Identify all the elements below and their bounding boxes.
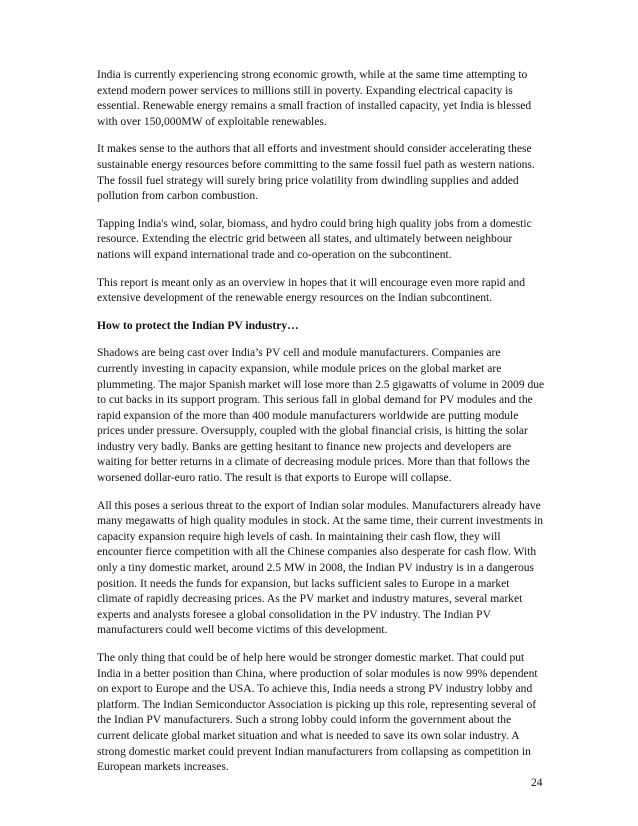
paragraph-export-threat xyxy=(97,499,557,639)
text-line: All this poses a serious threat to the export of Indian solar modules. Manufacturers already have xyxy=(97,499,541,512)
text-line: The only thing that could be of help here would be stronger domestic market. That could put xyxy=(97,652,525,664)
text-line: waiting for better returns in a climate of decreasing module prices. More than that follows the xyxy=(97,456,530,469)
text-line: extend modern power services to millions still in poverty. Expanding electrical capacity is xyxy=(97,84,513,97)
text-line: prices under pressure. Oversupply, coupled with the global financial crisis, is hitting the solar xyxy=(97,425,528,438)
text-line: on export to Europe and the USA. To achieve this, India needs a strong PV industry lobby and xyxy=(97,683,533,696)
paragraph-renewable-resources xyxy=(97,217,557,264)
text-line: essential. Renewable energy remains a small fraction of installed capacity, yet India is blessed xyxy=(97,100,532,113)
text-line: This report is meant only as an overview in hopes that it will encourage even more rapid and xyxy=(97,276,526,289)
text-line: worsened dollar-euro ratio. The result is that exports to Europe will collapse. xyxy=(97,472,452,485)
text-line: nations will expand international trade and co-operation on the subcontinent. xyxy=(97,248,452,261)
text-line: current delicate global market situation and what is needed to save its own solar industry. A xyxy=(97,729,520,742)
text-line: capacity expansion require high levels of cash. In maintaining their cash flow, they will xyxy=(97,530,501,543)
text-line: with over 150,000MW of exploitable renewables. xyxy=(97,115,327,128)
text-line: climate of rapidly decreasing prices. As the PV market and industry matures, several market xyxy=(97,593,523,606)
paragraph-shadows xyxy=(97,346,557,486)
text-line: It makes sense to the authors that all efforts and investment should consider accelerating these xyxy=(97,143,532,156)
text-line: to cut backs in its support program. This serious fall in global demand for PV modules and the xyxy=(97,394,533,407)
text-line: The fossil fuel strategy will surely bring price volatility from dwindling supplies and added xyxy=(97,174,519,187)
page-content xyxy=(97,68,557,788)
text-line: currently investing in capacity expansion, while module prices on the global market are xyxy=(97,362,502,375)
section-heading: How to protect the Indian PV industry… xyxy=(97,319,299,332)
text-line: platform. The Indian Semiconductor Association is picking up this role, representing several of xyxy=(97,698,537,711)
paragraph-report-overview xyxy=(97,276,557,307)
text-line: experts and analysts foresee a global consolidation in the PV industry. The Indian PV xyxy=(97,608,491,621)
text-line: position. It needs the funds for expansion, but lacks sufficient sales to Europe in a market xyxy=(97,577,510,590)
text-line: manufacturers could well become victims of this development. xyxy=(97,624,388,637)
text-line: sustainable energy resources before committing to the same fossil fuel path as western nations. xyxy=(97,158,535,171)
text-line: Shadows are being cast over India’s PV cell and module manufacturers. Companies are xyxy=(97,347,501,360)
text-line: the Indian PV manufacturers. Such a strong lobby could inform the government about the xyxy=(97,714,512,727)
text-line: pollution from carbon combustion. xyxy=(97,190,258,203)
text-line: extensive development of the renewable energy resources on the Indian subcontinent. xyxy=(97,292,493,305)
text-line: many megawatts of high quality modules in stock. At the same time, their current investments in xyxy=(97,515,544,528)
text-line: Tapping India's wind, solar, biomass, and hydro could bring high quality jobs from a domestic xyxy=(97,217,532,230)
text-line: plummeting. The major Spanish market will lose more than 2.5 gigawatts of volume in 2009 due xyxy=(97,378,545,391)
text-line: rapid expansion of the more than 400 module manufacturers worldwide are putting module xyxy=(97,409,519,422)
text-line: encounter fierce competition with all the Chinese companies also desperate for cash flow. With xyxy=(97,546,537,559)
text-line: resource. Extending the electric grid between all states, and ultimately between neighbour xyxy=(97,233,513,246)
text-line: India is currently experiencing strong economic growth, while at the same time attempting to xyxy=(97,69,528,81)
text-line: industry very badly. Banks are getting hesitant to finance new projects and developers are xyxy=(97,440,512,453)
paragraph-domestic-market xyxy=(97,651,557,776)
paragraph-growth xyxy=(97,68,557,130)
paragraph-sustainable-energy xyxy=(97,142,557,204)
text-line: strong domestic market could prevent Indian manufacturers from collapsing as competition in xyxy=(97,745,531,758)
page-number: 24 xyxy=(531,777,543,789)
text-line: European markets increases. xyxy=(97,761,229,774)
text-line: only a tiny domestic market, around 2.5 MW in 2008, the Indian PV industry is in a dangerous xyxy=(97,562,535,575)
text-line: India in a better position than China, where production of solar modules is now 99% dependent xyxy=(97,667,538,680)
